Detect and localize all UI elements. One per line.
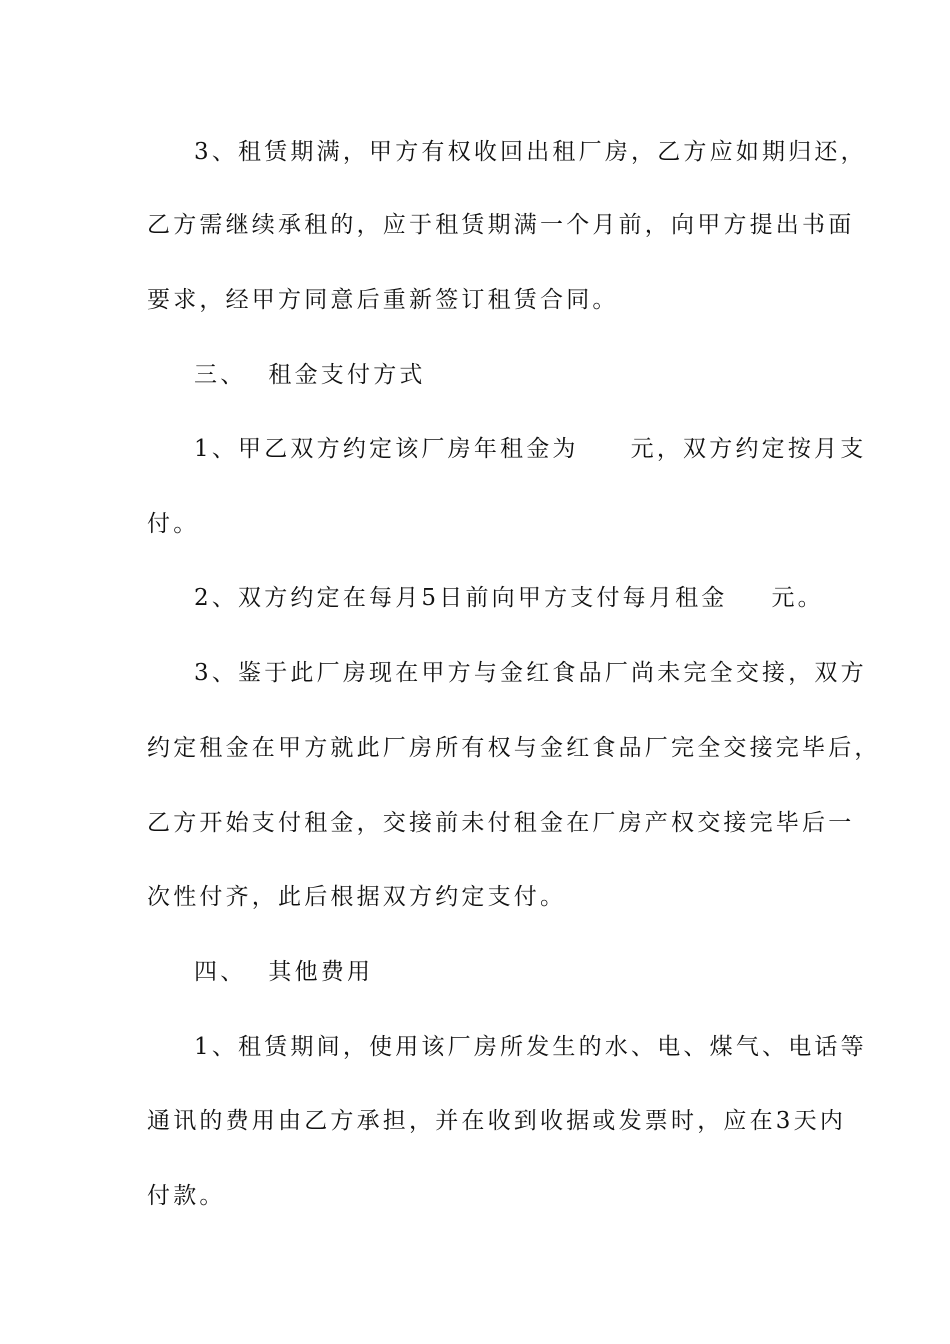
paragraph-line [147,733,881,763]
text: 通讯的费用由乙方承担，并在收到收据或发票时，应在3天内 [147,1108,847,1134]
text: 乙方开始支付租金，交接前未付租金在厂房产权交接完毕后一 [147,810,855,836]
text: 约定租金在甲方就此厂房所有权与金红食品厂完全交接完毕后， [147,735,881,761]
section-number: 四、 [194,959,247,985]
text: 要求，经甲方同意后重新签订租赁合同。 [147,287,619,313]
text: 元。 [771,585,824,611]
text: 1、租赁期间，使用该厂房所发生的水、电、煤气、电话等 [194,1034,867,1060]
paragraph-line [147,509,199,539]
paragraph-line [194,658,867,688]
text: 1、甲乙双方约定该厂房年租金为 [194,436,579,462]
text: 元，双方约定按月支 [630,436,867,462]
text: 3、租赁期满，甲方有权收回出租厂房，乙方应如期归还， [194,139,867,165]
text: 付款。 [147,1183,226,1209]
paragraph-line [147,1181,226,1211]
section-title: 租金支付方式 [268,362,426,388]
text: 2、双方约定在每月5日前向甲方支付每月租金 [194,585,728,611]
paragraph-line [147,285,619,315]
paragraph-line [147,882,566,912]
section-heading [194,957,373,987]
paragraph-line [194,1032,867,1062]
paragraph-line [147,808,854,838]
section-title: 其他费用 [268,959,374,985]
text: 3、鉴于此厂房现在甲方与金红食品厂尚未完全交接，双方 [194,660,867,686]
paragraph-line [194,434,866,464]
section-heading [194,360,426,390]
text: 次性付齐，此后根据双方约定支付。 [147,884,567,910]
paragraph-line [194,137,867,167]
paragraph-line [147,210,854,240]
section-number: 三、 [194,362,247,388]
text: 付。 [147,511,200,537]
paragraph-line [147,1106,846,1136]
paragraph-line [194,583,824,613]
text: 乙方需继续承租的，应于租赁期满一个月前，向甲方提出书面 [147,212,855,238]
